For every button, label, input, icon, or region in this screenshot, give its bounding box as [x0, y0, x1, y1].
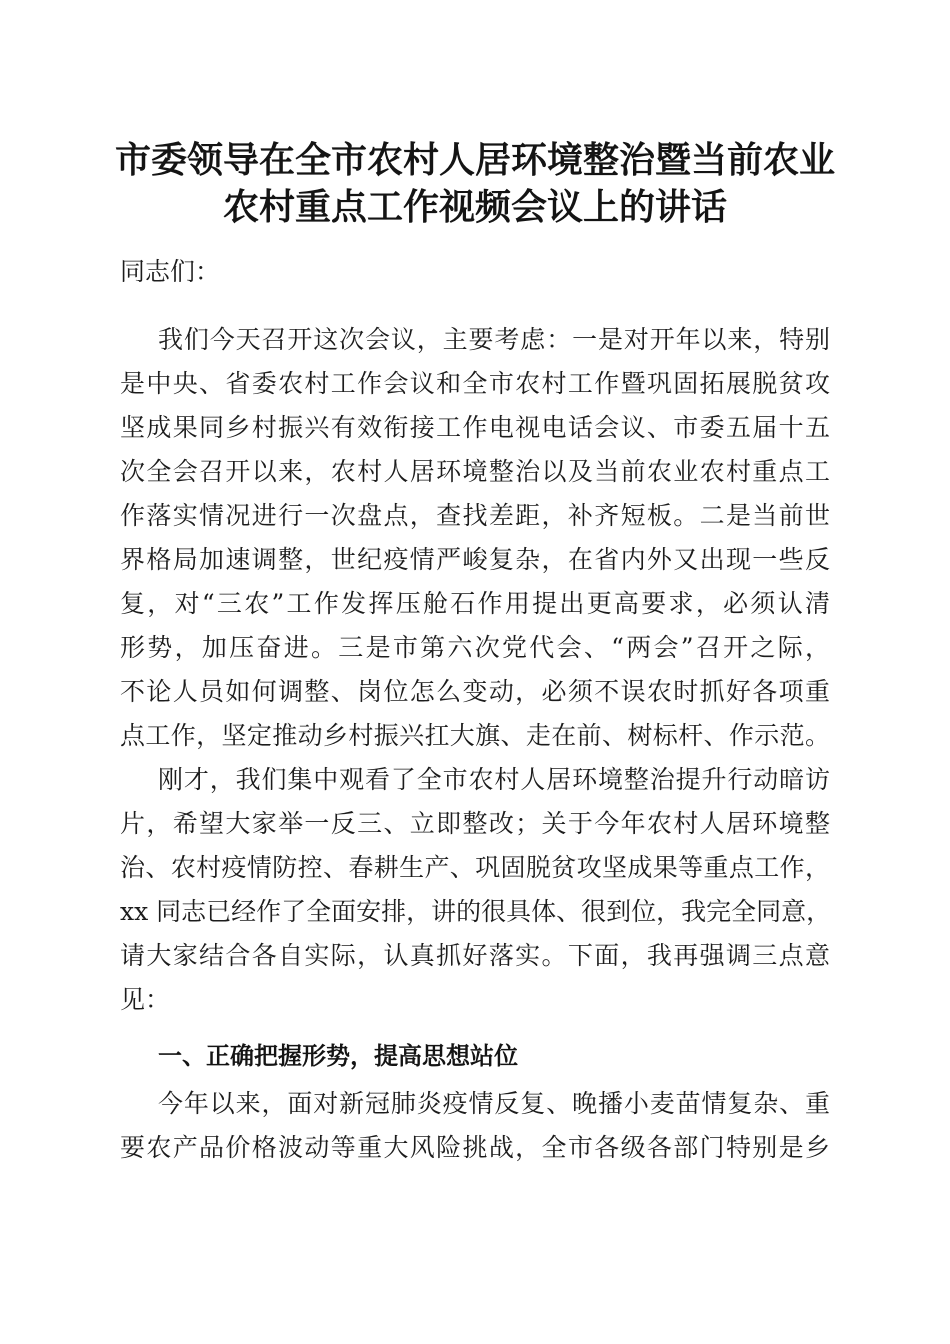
paragraph-line: 点工作，坚定推动乡村振兴扛大旗、走在前、树标杆、作示范。 — [120, 721, 830, 750]
paragraph-line: 治、农村疫情防控、春耕生产、巩固脱贫攻坚成果等重点工作， — [120, 853, 830, 882]
salutation: 同志们： — [120, 257, 221, 286]
paragraph-line: 次全会召开以来，农村人居环境整治以及当前农业农村重点工 — [120, 457, 830, 486]
paragraph-line: 是中央、省委农村工作会议和全市农村工作暨巩固拓展脱贫攻 — [120, 369, 830, 398]
document-title-line-2: 农村重点工作视频会议上的讲话 — [222, 186, 727, 228]
paragraph-line: 见： — [120, 985, 171, 1014]
paragraph-line: xx 同志已经作了全面安排，讲的很具体、很到位，我完全同意， — [120, 897, 832, 926]
paragraph-line: 刚才，我们集中观看了全市农村人居环境整治提升行动暗访 — [158, 765, 830, 794]
paragraph-line: 今年以来，面对新冠肺炎疫情反复、晚播小麦苗情复杂、重 — [158, 1089, 830, 1118]
paragraph-line: 作落实情况进行一次盘点，查找差距，补齐短板。二是当前世 — [120, 501, 830, 530]
paragraph-line: 片，希望大家举一反三、立即整改；关于今年农村人居环境整 — [120, 809, 830, 838]
paragraph-line: 形势，加压奋进。三是市第六次党代会、“两会”召开之际， — [120, 633, 830, 662]
paragraph-line: 请大家结合各自实际，认真抓好落实。下面，我再强调三点意 — [120, 941, 830, 970]
document-title-line-1: 市委领导在全市农村人居环境整治暨当前农业 — [114, 139, 835, 181]
paragraph-line: 不论人员如何调整、岗位怎么变动，必须不误农时抓好各项重 — [120, 677, 830, 706]
paragraph-line: 复，对“三农”工作发挥压舱石作用提出更高要求，必须认清 — [120, 589, 830, 618]
section-heading: 一、正确把握形势，提高思想站位 — [158, 1042, 518, 1070]
paragraph-line: 我们今天召开这次会议，主要考虑：一是对开年以来，特别 — [158, 325, 830, 354]
paragraph-line: 要农产品价格波动等重大风险挑战，全市各级各部门特别是乡 — [120, 1133, 830, 1162]
paragraph-line: 坚成果同乡村振兴有效衔接工作电视电话会议、市委五届十五 — [120, 413, 830, 442]
paragraph-line: 界格局加速调整，世纪疫情严峻复杂，在省内外又出现一些反 — [120, 545, 830, 574]
